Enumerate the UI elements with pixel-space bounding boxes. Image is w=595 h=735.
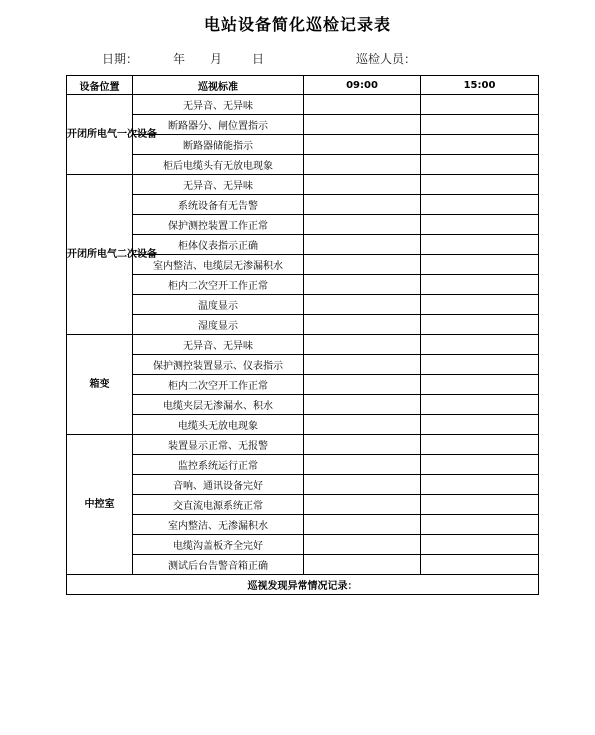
check-cell-1500[interactable] [421, 515, 539, 535]
check-cell-0900[interactable] [304, 555, 421, 575]
standard-cell: 保护测控装置显示、仪表指示 [133, 355, 304, 375]
inspection-table [66, 75, 539, 595]
check-cell-0900[interactable] [304, 235, 421, 255]
check-cell-1500[interactable] [421, 435, 539, 455]
table-header-row [67, 76, 539, 95]
standard-cell: 系统设备有无告警 [133, 195, 304, 215]
table-row [67, 215, 539, 235]
table-row [67, 495, 539, 515]
standard-cell: 无异音、无异味 [133, 335, 304, 355]
location-cell: 箱变 [67, 335, 133, 435]
check-cell-0900[interactable] [304, 295, 421, 315]
table-row [67, 375, 539, 395]
check-cell-0900[interactable] [304, 375, 421, 395]
check-cell-0900[interactable] [304, 475, 421, 495]
check-cell-1500[interactable] [421, 555, 539, 575]
table-row [67, 555, 539, 575]
page-title: 电站设备简化巡检记录表 [203, 15, 391, 34]
table-row [67, 195, 539, 215]
check-cell-1500[interactable] [421, 495, 539, 515]
remarks-row [67, 575, 539, 595]
check-cell-1500[interactable] [421, 535, 539, 555]
standard-cell: 柜体仪表指示正确 [133, 235, 304, 255]
check-cell-1500[interactable] [421, 375, 539, 395]
year-label: 年 [173, 52, 186, 66]
check-cell-0900[interactable] [304, 135, 421, 155]
check-cell-1500[interactable] [421, 455, 539, 475]
table-row [67, 475, 539, 495]
standard-cell: 断路器储能指示 [133, 135, 304, 155]
check-cell-0900[interactable] [304, 535, 421, 555]
standard-cell: 断路器分、闸位置指示 [133, 115, 304, 135]
check-cell-0900[interactable] [304, 395, 421, 415]
standard-cell: 音响、通讯设备完好 [133, 475, 304, 495]
header-standard: 巡视标准 [133, 76, 304, 95]
check-cell-0900[interactable] [304, 275, 421, 295]
table-row [67, 395, 539, 415]
standard-cell: 电缆沟盖板齐全完好 [133, 535, 304, 555]
standard-cell: 湿度显示 [133, 315, 304, 335]
check-cell-1500[interactable] [421, 475, 539, 495]
standard-cell: 电缆夹层无渗漏水、积水 [133, 395, 304, 415]
check-cell-1500[interactable] [421, 415, 539, 435]
table-row [67, 315, 539, 335]
check-cell-1500[interactable] [421, 255, 539, 275]
check-cell-0900[interactable] [304, 355, 421, 375]
check-cell-0900[interactable] [304, 495, 421, 515]
check-cell-0900[interactable] [304, 195, 421, 215]
check-cell-1500[interactable] [421, 135, 539, 155]
check-cell-1500[interactable] [421, 295, 539, 315]
standard-cell: 装置显示正常、无报警 [133, 435, 304, 455]
check-cell-0900[interactable] [304, 175, 421, 195]
table-row [67, 95, 539, 115]
check-cell-1500[interactable] [421, 335, 539, 355]
check-cell-1500[interactable] [421, 275, 539, 295]
check-cell-1500[interactable] [421, 115, 539, 135]
table-row [67, 455, 539, 475]
standard-cell: 电缆头无放电现象 [133, 415, 304, 435]
day-label: 日 [252, 52, 265, 66]
standard-cell: 无异音、无异味 [133, 95, 304, 115]
table-row [67, 415, 539, 435]
table-row [67, 275, 539, 295]
standard-cell: 无异音、无异味 [133, 175, 304, 195]
standard-cell: 室内整洁、无渗漏积水 [133, 515, 304, 535]
standard-cell: 柜内二次空开工作正常 [133, 275, 304, 295]
location-cell: 开闭所电气二次设备 [67, 175, 133, 335]
check-cell-1500[interactable] [421, 395, 539, 415]
check-cell-0900[interactable] [304, 455, 421, 475]
table-row [67, 535, 539, 555]
check-cell-1500[interactable] [421, 175, 539, 195]
standard-cell: 柜后电缆头有无放电现象 [133, 155, 304, 175]
check-cell-0900[interactable] [304, 315, 421, 335]
check-cell-0900[interactable] [304, 155, 421, 175]
check-cell-1500[interactable] [421, 95, 539, 115]
inspector-label: 巡检人员： [356, 52, 417, 66]
check-cell-0900[interactable] [304, 95, 421, 115]
location-cell: 开闭所电气一次设备 [67, 95, 133, 175]
check-cell-1500[interactable] [421, 155, 539, 175]
check-cell-0900[interactable] [304, 215, 421, 235]
table-row [67, 155, 539, 175]
table-row [67, 335, 539, 355]
table-body [67, 95, 539, 575]
table-row [67, 435, 539, 455]
check-cell-1500[interactable] [421, 315, 539, 335]
check-cell-0900[interactable] [304, 255, 421, 275]
table-row [67, 515, 539, 535]
header-time-0900: 09:00 [304, 76, 421, 95]
check-cell-1500[interactable] [421, 235, 539, 255]
standard-cell: 测试后台告警音箱正确 [133, 555, 304, 575]
check-cell-0900[interactable] [304, 435, 421, 455]
standard-cell: 保护测控装置工作正常 [133, 215, 304, 235]
date-label: 日期： [102, 52, 139, 66]
check-cell-1500[interactable] [421, 215, 539, 235]
standard-cell: 交直流电源系统正常 [133, 495, 304, 515]
standard-cell: 监控系统运行正常 [133, 455, 304, 475]
standard-cell: 温度显示 [133, 295, 304, 315]
check-cell-1500[interactable] [421, 355, 539, 375]
check-cell-0900[interactable] [304, 335, 421, 355]
table-row [67, 295, 539, 315]
table-row [67, 175, 539, 195]
remarks-cell[interactable]: 巡视发现异常情况记录： [67, 575, 539, 595]
table-row [67, 355, 539, 375]
standard-cell: 室内整洁、电缆层无渗漏积水 [133, 255, 304, 275]
month-label: 月 [210, 52, 223, 66]
check-cell-1500[interactable] [421, 195, 539, 215]
header-time-1500: 15:00 [421, 76, 539, 95]
check-cell-0900[interactable] [304, 115, 421, 135]
location-cell: 中控室 [67, 435, 133, 575]
check-cell-0900[interactable] [304, 515, 421, 535]
check-cell-0900[interactable] [304, 415, 421, 435]
header-location: 设备位置 [67, 76, 133, 95]
standard-cell: 柜内二次空开工作正常 [133, 375, 304, 395]
